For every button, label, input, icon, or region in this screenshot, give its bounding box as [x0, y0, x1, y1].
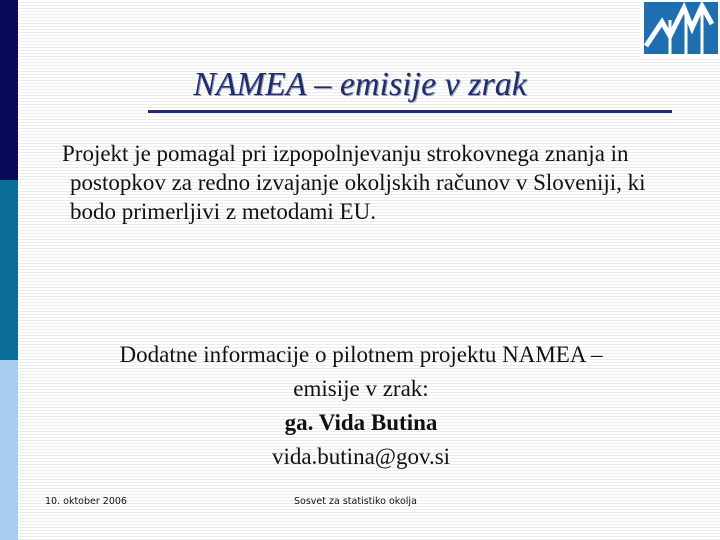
contact-intro-line-1: Dodatne informacije o pilotnem projektu NAMEA – [119, 342, 603, 367]
contact-name: ga. Vida Butina [284, 410, 438, 435]
footer-date: 10. oktober 2006 [45, 496, 127, 507]
statistical-office-logo-icon [640, 0, 720, 58]
sidebar-bar-bottom [0, 360, 18, 540]
project-description: Projekt je pomagal pri izpopolnjevanju strokovnega znanja in postopkov za redno izvajanje okoljskih računov v Sloveniji, ki bodo primerljivi z metodami EU. [62, 141, 646, 224]
contact-email: vida.butina@gov.si [271, 444, 451, 469]
footer-event-title: Sosvet za statistiko okolja [294, 496, 417, 507]
contact-intro-line-2: emisije v zrak: [293, 376, 429, 401]
slide-title: NAMEA – emisije v zrak [193, 66, 527, 103]
contact-block [56, 338, 666, 474]
sidebar-bar-middle [0, 180, 18, 360]
title-underline [148, 110, 672, 113]
sidebar-bar-top [0, 0, 18, 180]
